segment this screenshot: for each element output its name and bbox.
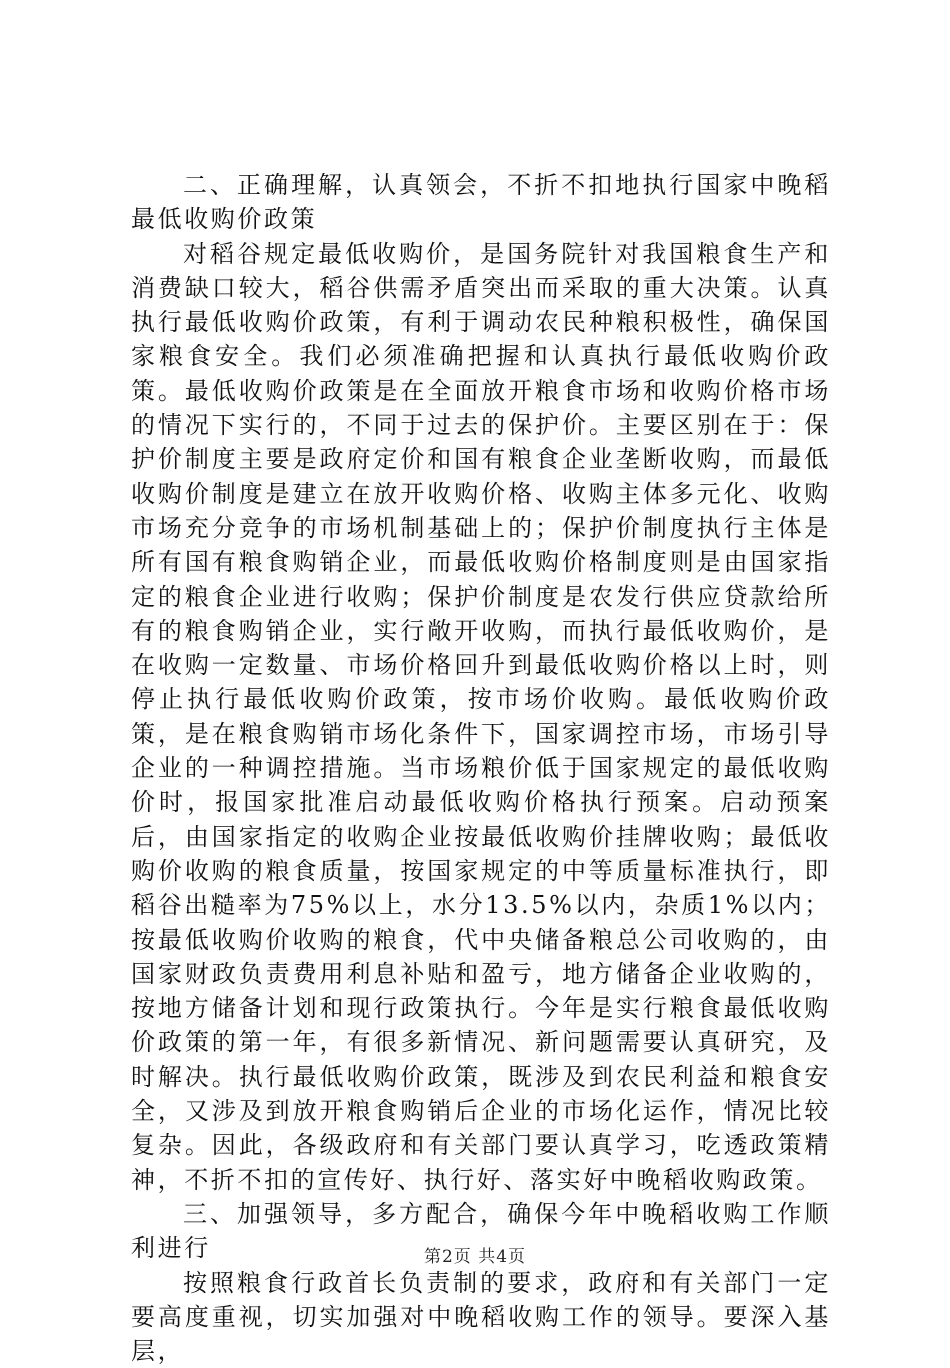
page-number-footer: 第2页 共4页 [0,1245,950,1269]
section-heading-two: 二、正确理解，认真领会，不折不扣地执行国家中晚稻最低收购价政策 [131,168,831,237]
document-body [131,168,831,1368]
body-paragraph: 按照粮食行政首长负责制的要求，政府和有关部门一定要高度重视，切实加强对中晚稻收购工作的领导。要深入基层， [131,1266,831,1368]
section-heading-three: 三、加强领导，多方配合，确保今年中晚稻收购工作顺利进行 [131,1197,831,1266]
body-paragraph: 对稻谷规定最低收购价，是国务院针对我国粮食生产和消费缺口较大，稻谷供需矛盾突出而采取的重大决策。认真执行最低收购价政策，有利于调动农民种粮积极性，确保国家粮食安全。我们必须准确把握和认真执行最低收购价政策。最低收购价政策是在全面放开粮食市场和收购价格市场的情况下实行的，不同于过去的保护价。主要区别在于：保护价制度主要是政府定价和国有粮食企业垄断收购，而最低收购价制度是建立在放开收购价格、收购主体多元化、收购市场充分竞争的市场机制基础上的；保护价制度执行主体是所有国有粮食购销企业，而最低收购价格制度则是由国家指定的粮食企业进行收购；保护价制度是农发行供应贷款给所有的粮食购销企业，实行敞开收购，而执行最低收购价，是在收购一定数量、市场价格回升到最低收购价格以上时，则停止执行最低收购价政策，按市场价收购。最低收购价政策，是在粮食购销市场化条件下，国家调控市场，市场引导企业的一种调控措施。当市场粮价低于国家规定的最低收购价时，报国家批准启动最低收购价格执行预案。启动预案后，由国家指定的收购企业按最低收购价挂牌收购；最低收购价收购的粮食质量，按国家规定的中等质量标准执行，即稻谷出糙率为75%以上，水分13.5%以内，杂质1%以内；按最低收购价收购的粮食，代中央储备粮总公司收购的，由国家财政负责费用利息补贴和盈亏，地方储备企业收购的，按地方储备计划和现行政策执行。今年是实行粮食最低收购价政策的第一年，有很多新情况、新问题需要认真研究，及时解决。执行最低收购价政策，既涉及到农民利益和粮食安全，又涉及到放开粮食购销后企业的市场化运作，情况比较复杂。因此，各级政府和有关部门要认真学习，吃透政策精神，不折不扣的宣传好、执行好、落实好中晚稻收购政策。 [131,237,831,1197]
